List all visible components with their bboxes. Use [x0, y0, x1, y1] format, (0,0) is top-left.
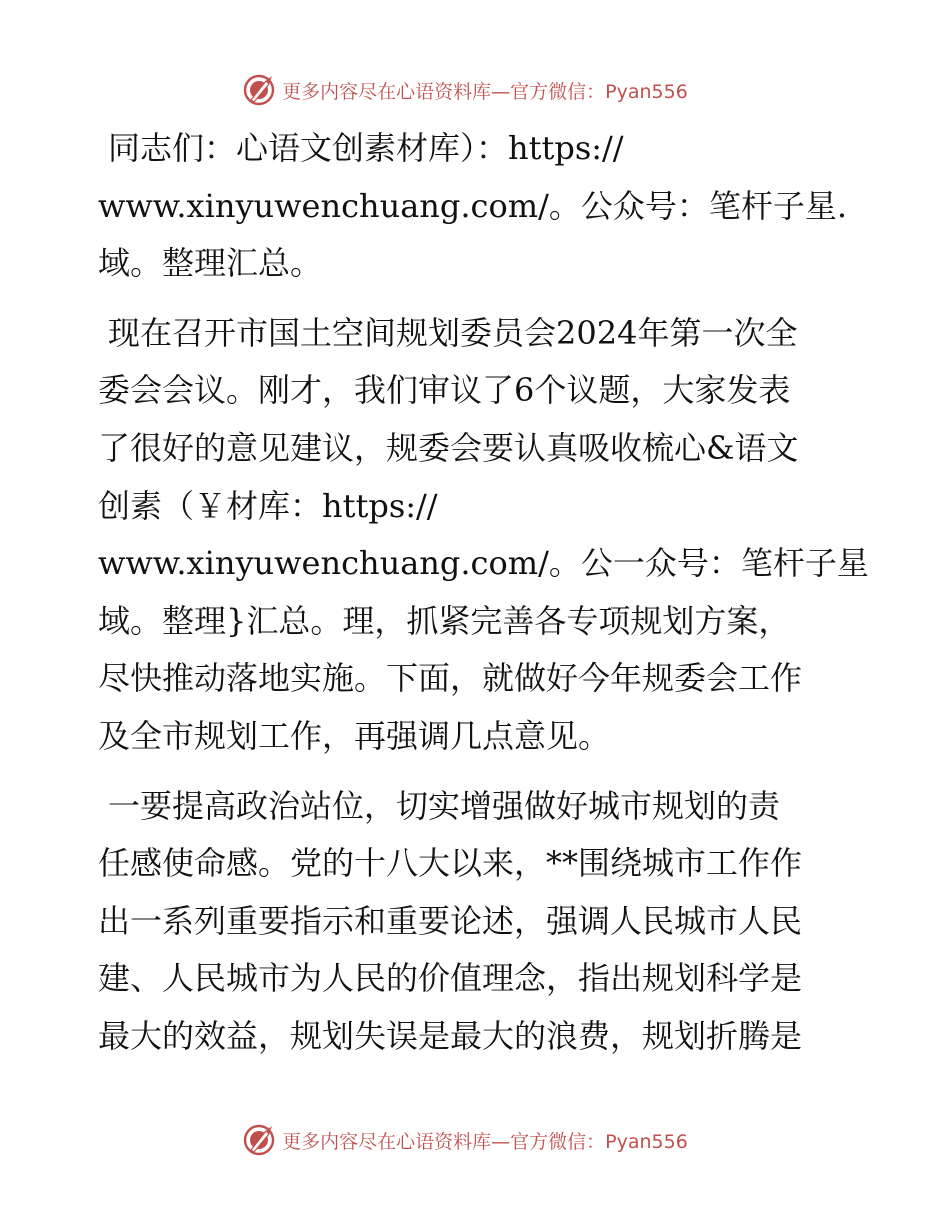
document-body — [98, 120, 869, 1078]
header-watermark — [0, 70, 950, 110]
text-line: 创素（￥材库：https:// — [98, 486, 438, 525]
text-line: 及全市规划工作，再强调几点意见。 — [98, 716, 611, 755]
text-line: 域。整理汇总。 — [98, 244, 323, 283]
text-line: 出一系列重要指示和重要论述，强调人民城市人民 — [98, 901, 803, 940]
text-line: 一要提高政治站位，切实增强做好城市规划的责 — [108, 786, 781, 825]
watermark-text: 更多内容尽在心语资料库—官方微信：Pyan556 — [282, 1130, 688, 1153]
paragraph — [98, 778, 858, 1066]
footer-watermark — [0, 1120, 950, 1160]
text-line: 了很好的意见建议，规委会要认真吸收梳心&语文 — [98, 428, 799, 467]
paragraph — [98, 120, 858, 293]
text-line: 同志们：心语文创素材库）：https:// — [108, 129, 624, 167]
text-line: 最大的效益，规划失误是最大的浪费，规划折腾是 — [98, 1016, 803, 1055]
text-line: www.xinyuwenchuang.com/。公众号：笔杆子星. — [98, 186, 848, 225]
text-line: 域。整理}汇总。理，抓紧完善各专项规划方案， — [98, 601, 791, 640]
text-line: 委会会议。刚才，我们审议了6个议题，大家发表 — [98, 371, 791, 410]
paragraph — [98, 305, 869, 766]
text-line: 尽快推动落地实施。下面，就做好今年规委会工作 — [98, 659, 803, 698]
text-line: www.xinyuwenchuang.com/。公一众号：笔杆子星 — [98, 544, 869, 583]
quill-seal-icon — [242, 73, 276, 107]
quill-seal-icon — [242, 1123, 276, 1157]
text-line: 任感使命感。党的十八大以来，**围绕城市工作作 — [98, 844, 803, 883]
text-line: 建、人民城市为人民的价值理念，指出规划科学是 — [98, 959, 803, 998]
text-line: 现在召开市国土空间规划委员会2024年第一次全 — [108, 313, 798, 352]
watermark-text: 更多内容尽在心语资料库—官方微信：Pyan556 — [282, 80, 688, 103]
